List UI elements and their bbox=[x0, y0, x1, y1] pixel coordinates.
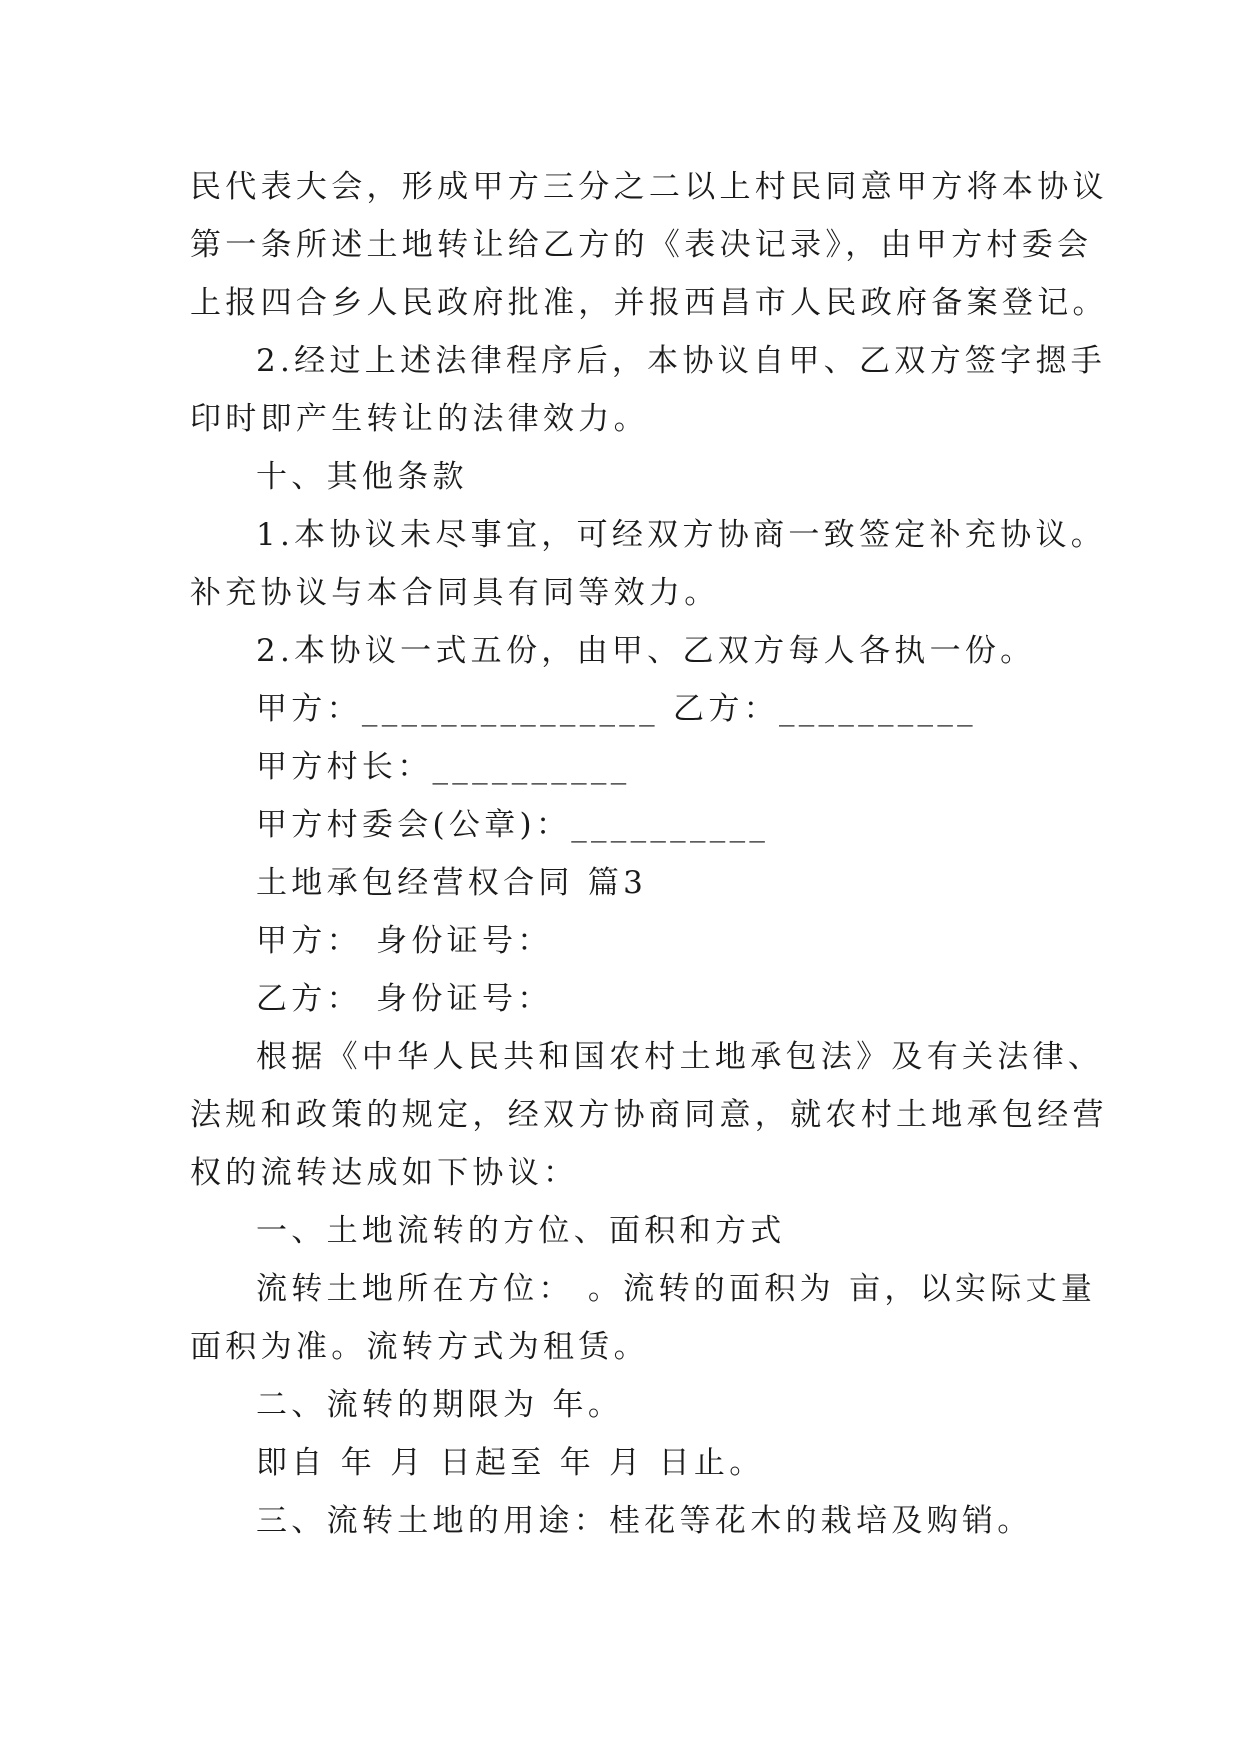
text-line: 即自 年 月 日起至 年 月 日止。 bbox=[256, 1445, 765, 1481]
signature-line: 甲方：_______________ 乙方：__________ bbox=[256, 691, 977, 727]
text-line: 流转土地所在方位： 。流转的面积为 亩，以实际丈量 bbox=[256, 1271, 1097, 1307]
text-line: 法规和政策的规定，经双方协商同意，就农村土地承包经营 bbox=[190, 1097, 1108, 1133]
section-heading: 一、土地流转的方位、面积和方式 bbox=[256, 1213, 786, 1249]
contract-title: 土地承包经营权合同 篇3 bbox=[256, 865, 648, 901]
text-line: 面积为准。流转方式为租赁。 bbox=[190, 1329, 649, 1365]
section-heading: 三、流转土地的用途：桂花等花木的栽培及购销。 bbox=[256, 1503, 1033, 1539]
signature-line: 甲方村长：__________ bbox=[256, 749, 631, 785]
party-line: 乙方： 身份证号： bbox=[256, 981, 553, 1017]
text-line: 上报四合乡人民政府批准，并报西昌市人民政府备案登记。 bbox=[190, 285, 1108, 321]
party-line: 甲方： 身份证号： bbox=[256, 923, 553, 959]
text-line: 补充协议与本合同具有同等效力。 bbox=[190, 575, 720, 611]
text-line: 民代表大会，形成甲方三分之二以上村民同意甲方将本协议 bbox=[190, 169, 1108, 205]
text-line: 根据《中华人民共和国农村土地承包法》及有关法律、 bbox=[256, 1039, 1104, 1075]
text-line: 2.本协议一式五份，由甲、乙双方每人各执一份。 bbox=[256, 633, 1036, 669]
text-line: 2.经过上述法律程序后，本协议自甲、乙双方签字摁手 bbox=[256, 343, 1107, 379]
signature-line: 甲方村委会(公章)：__________ bbox=[256, 807, 770, 843]
text-line: 权的流转达成如下协议： bbox=[190, 1155, 579, 1191]
section-heading: 十、其他条款 bbox=[256, 459, 468, 495]
text-line: 第一条所述土地转让给乙方的《表决记录》，由甲方村委会 bbox=[190, 227, 1093, 263]
section-heading: 二、流转的期限为 年。 bbox=[256, 1387, 624, 1423]
text-line: 印时即产生转让的法律效力。 bbox=[190, 401, 649, 437]
text-line: 1.本协议未尽事宜，可经双方协商一致签定补充协议。 bbox=[256, 517, 1107, 553]
document-body bbox=[190, 158, 1108, 1550]
